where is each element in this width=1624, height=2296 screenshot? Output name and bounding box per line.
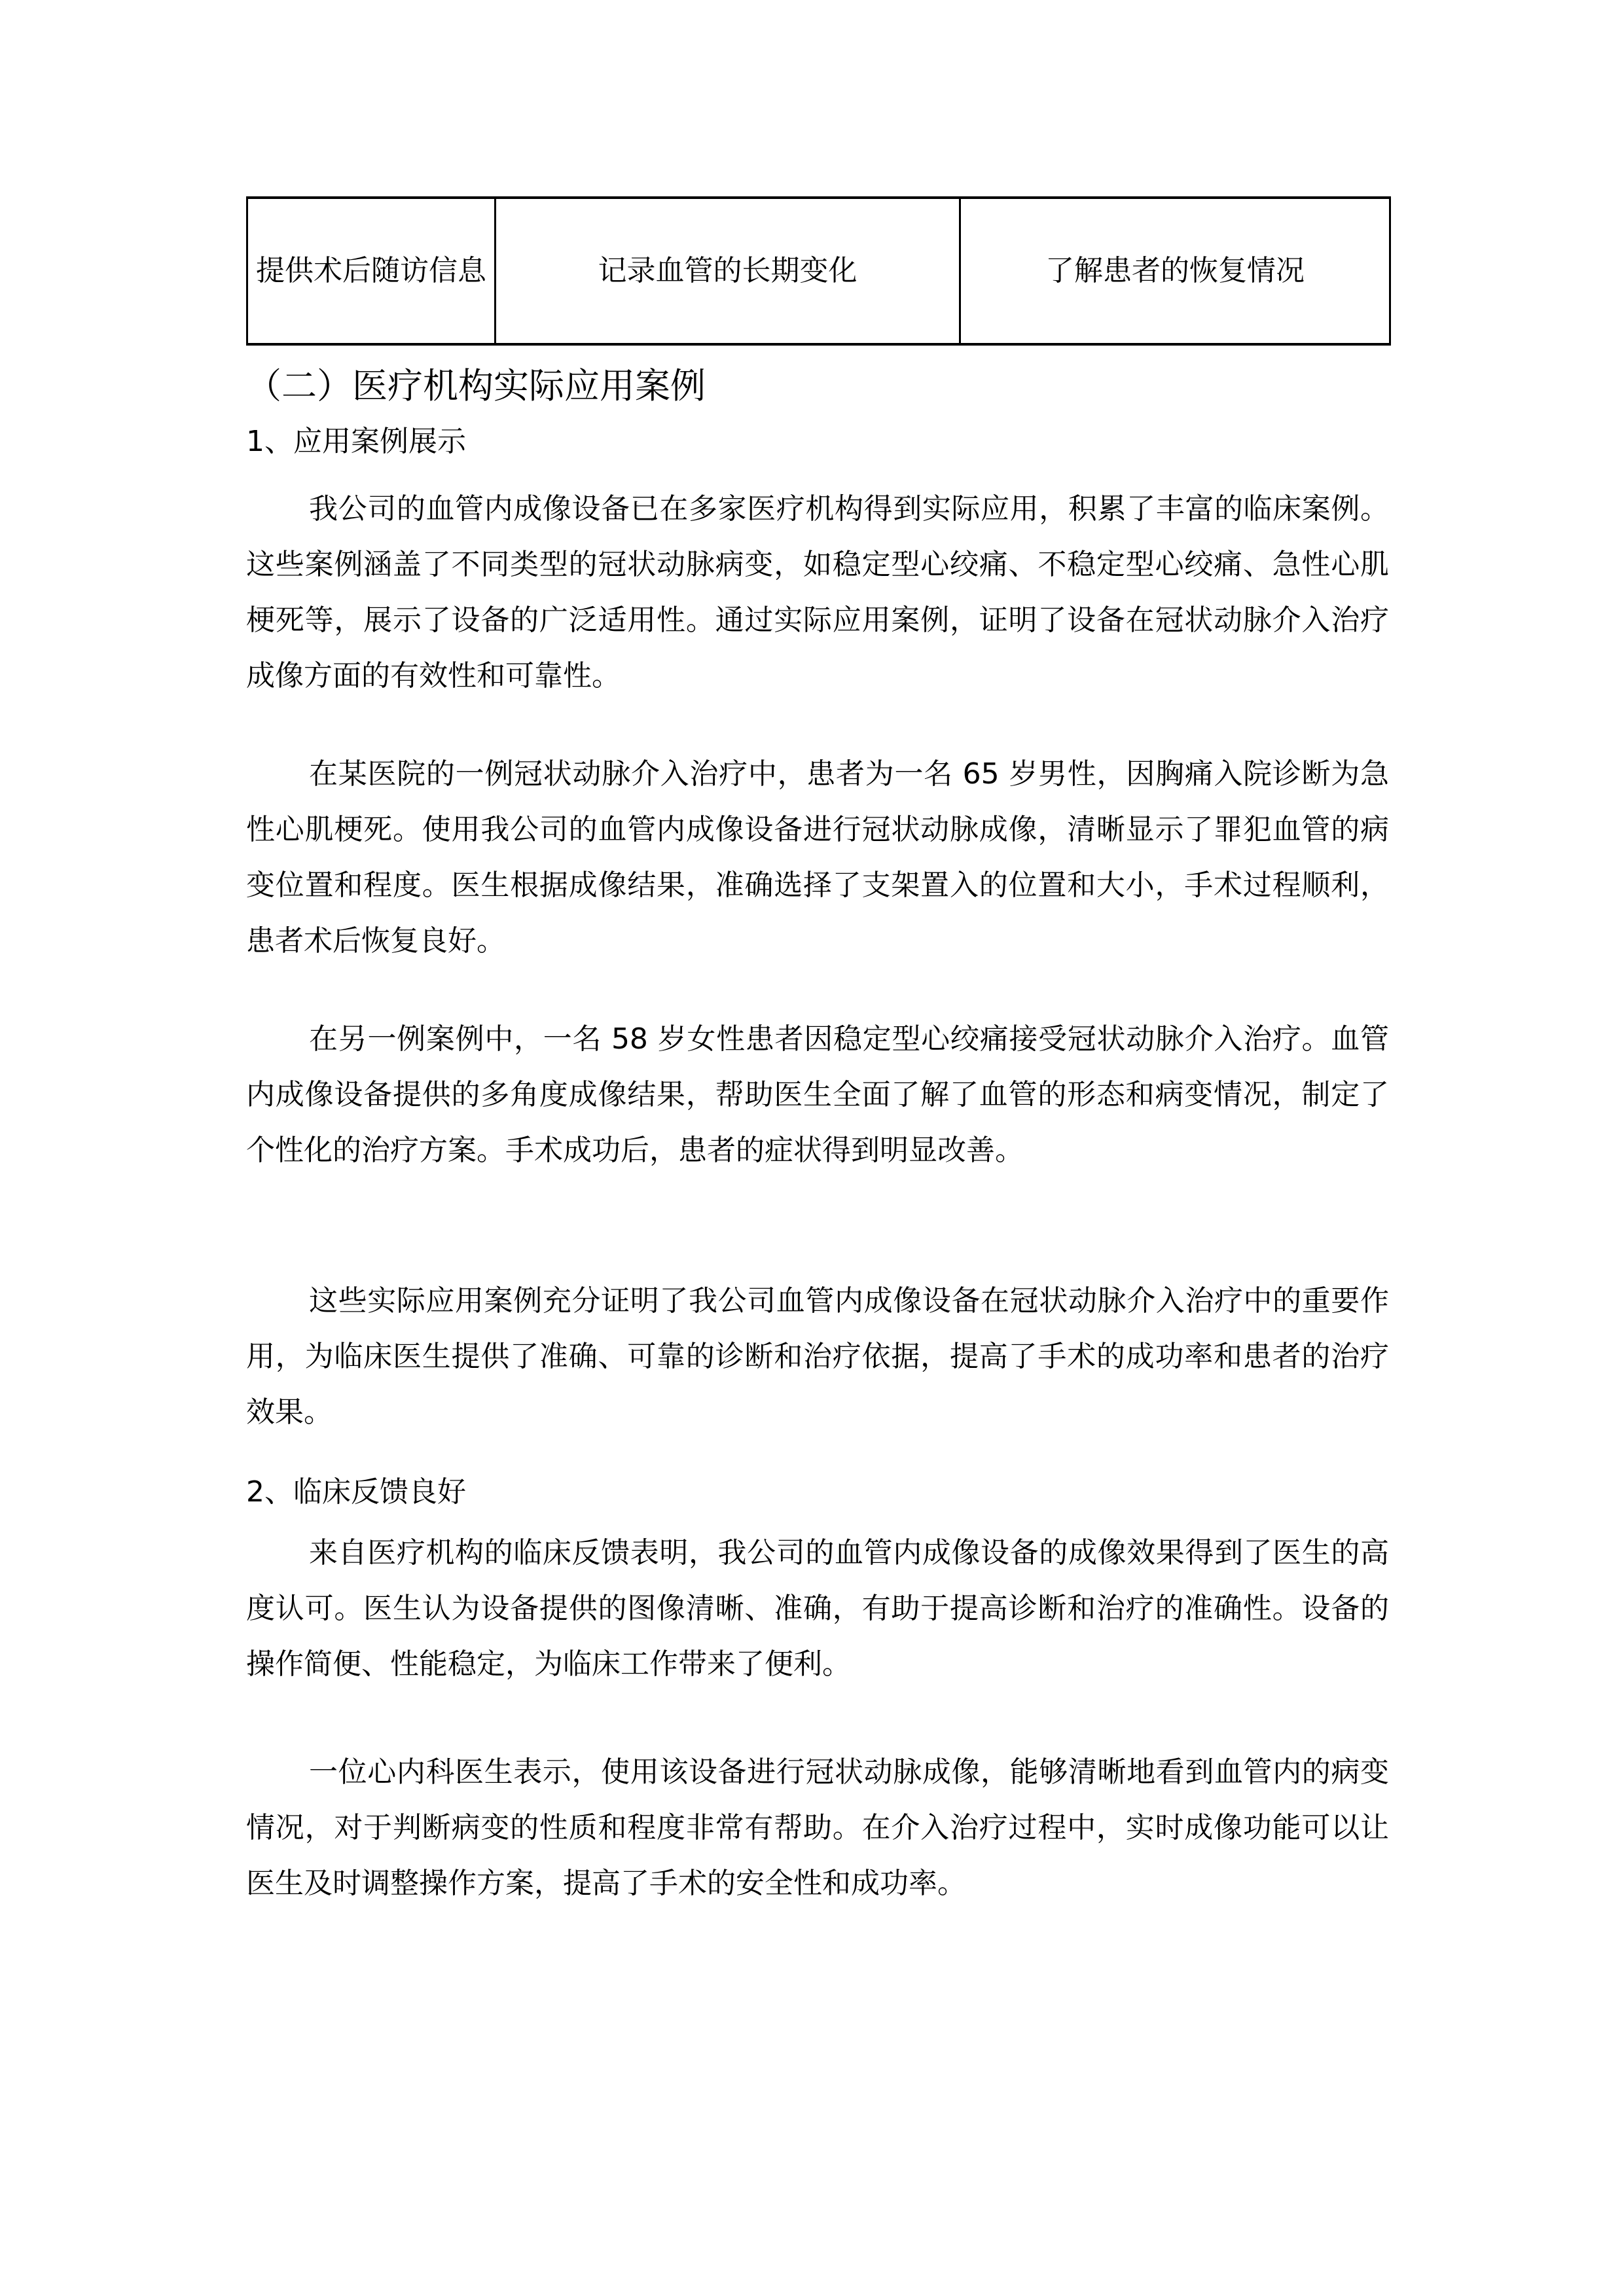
- subsection-title-1: 1、应用案例展示: [246, 425, 466, 458]
- paragraph: 一位心内科医生表示，使用该设备进行冠状动脉成像，能够清晰地看到血管内的病变情况，对于判断病变的性质和程度非常有帮助。在介入治疗过程中，实时成像功能可以让医生及时调整操作方案，提高了手术的安全性和成功率。: [246, 1755, 1389, 1900]
- paragraph: 来自医疗机构的临床反馈表明，我公司的血管内成像设备的成像效果得到了医生的高度认可。医生认为设备提供的图像清晰、准确，有助于提高诊断和治疗的准确性。设备的操作简便、性能稳定，为临床工作带来了便利。: [246, 1536, 1389, 1681]
- paragraph: 这些实际应用案例充分证明了我公司血管内成像设备在冠状动脉介入治疗中的重要作用，为临床医生提供了准确、可靠的诊断和治疗依据，提高了手术的成功率和患者的治疗效果。: [246, 1284, 1389, 1429]
- table-cell-function: 提供术后随访信息: [247, 198, 496, 344]
- paragraph: 我公司的血管内成像设备已在多家医疗机构得到实际应用，积累了丰富的临床案例。这些案例涵盖了不同类型的冠状动脉病变，如稳定型心绞痛、不稳定型心绞痛、急性心肌梗死等，展示了设备的广泛适用性。通过实际应用案例，证明了设备在冠状动脉介入治疗成像方面的有效性和可靠性。: [246, 492, 1389, 692]
- paragraph: 在某医院的一例冠状动脉介入治疗中，患者为一名 65 岁男性，因胸痛入院诊断为急性心肌梗死。使用我公司的血管内成像设备进行冠状动脉成像，清晰显示了罪犯血管的病变位置和程度。医生根据成像结果，准确选择了支架置入的位置和大小，手术过程顺利，患者术后恢复良好。: [246, 757, 1389, 958]
- subsection-title-2: 2、临床反馈良好: [246, 1475, 466, 1509]
- function-table: [246, 196, 1391, 346]
- paragraph: 在另一例案例中，一名 58 岁女性患者因稳定型心绞痛接受冠状动脉介入治疗。血管内成像设备提供的多角度成像结果，帮助医生全面了解了血管的形态和病变情况，制定了个性化的治疗方案。手术成功后，患者的症状得到明显改善。: [246, 1022, 1389, 1167]
- table-cell-purpose: 了解患者的恢复情况: [960, 198, 1390, 344]
- table-cell-role: 记录血管的长期变化: [496, 198, 960, 344]
- section-heading: （二）医疗机构实际应用案例: [246, 365, 706, 406]
- table-row: [247, 198, 1390, 344]
